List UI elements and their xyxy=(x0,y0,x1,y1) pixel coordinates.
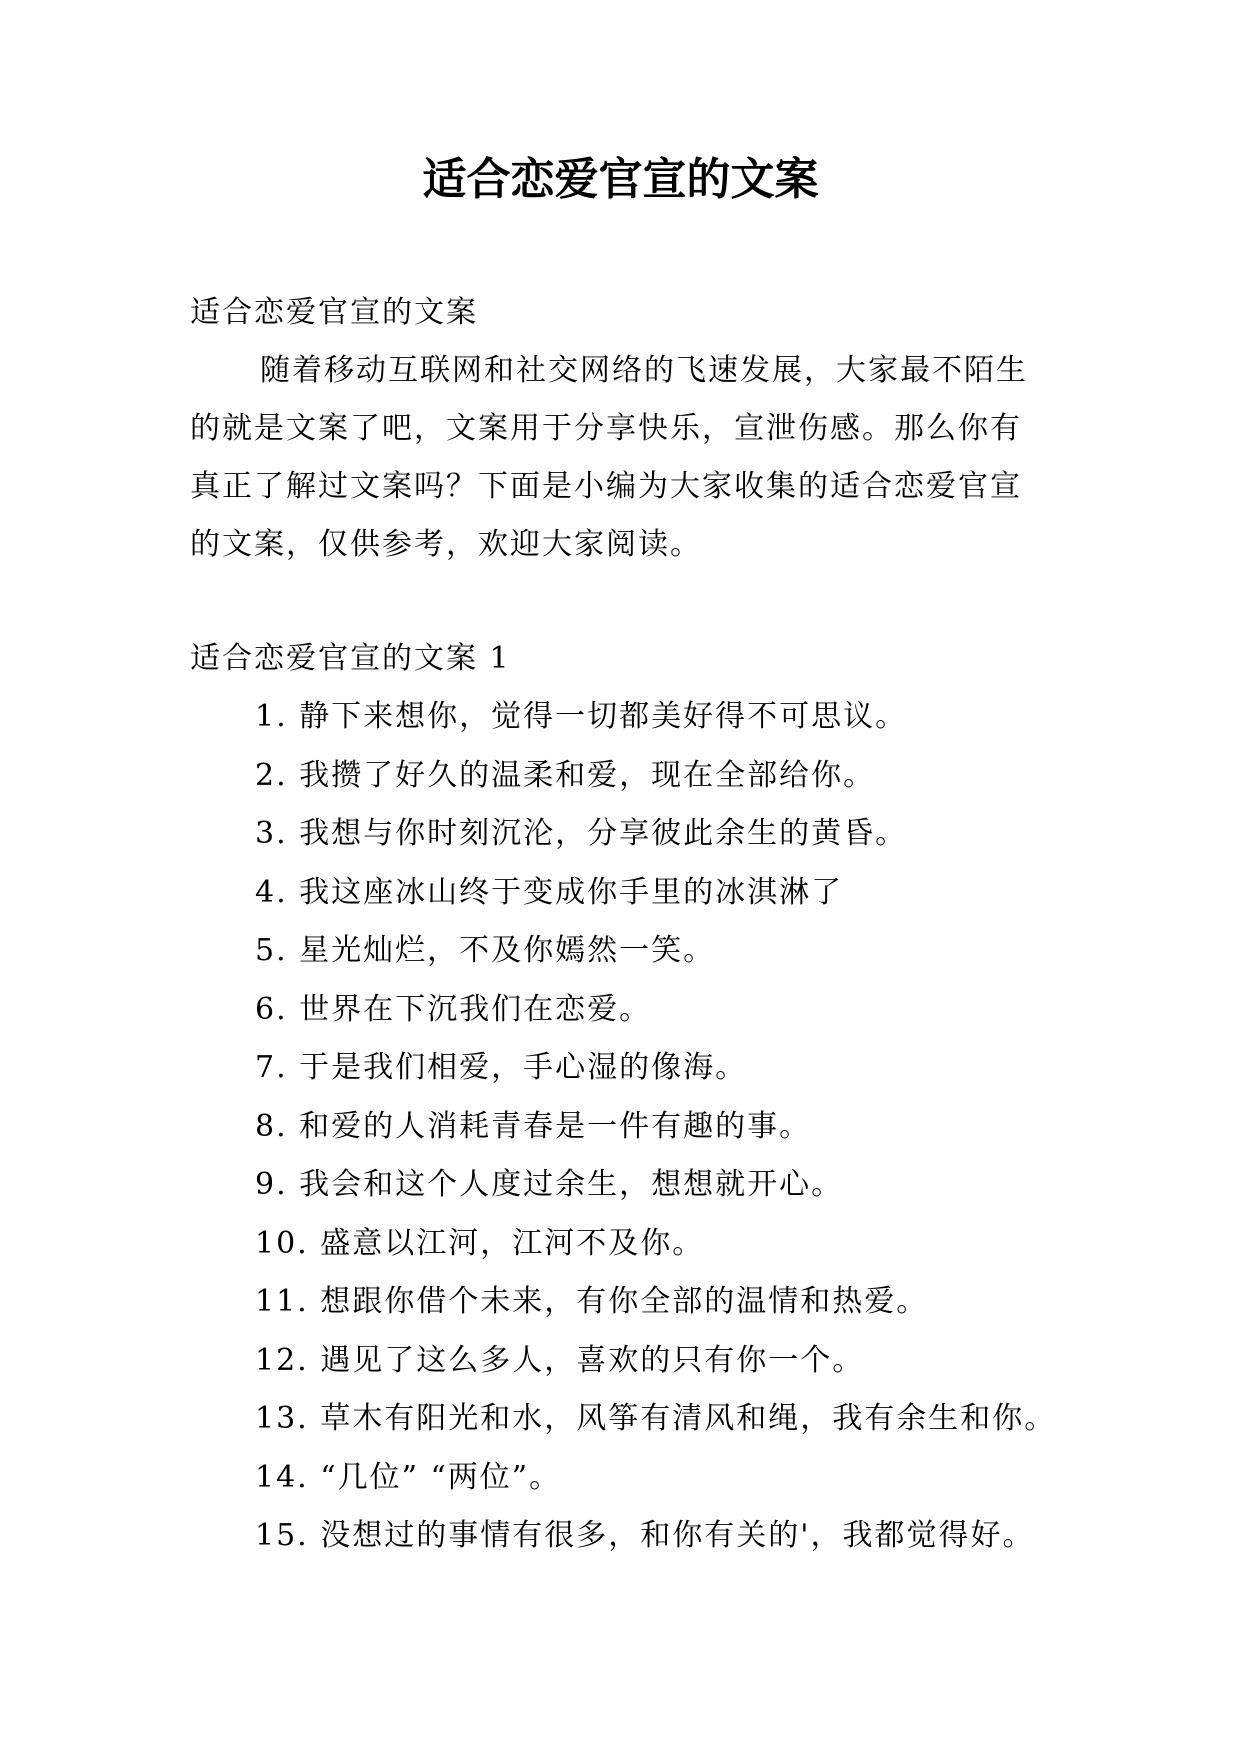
intro-paragraph: 随着移动互联网和社交网络的飞速发展，大家最不陌生的就是文案了吧，文案用于分享快乐，宣泄伤感。那么你有真正了解过文案吗？下面是小编为大家收集的适合恋爱官宣的文案，仅供参考，欢迎大家阅读。 xyxy=(190,353,1028,562)
list-item: 13. 草木有阳光和水，风筝有清风和绳，我有余生和你。 xyxy=(255,1401,1057,1436)
list-item: 6. 世界在下沉我们在恋爱。 xyxy=(255,991,652,1027)
list-item: 3. 我想与你时刻沉沦，分享彼此余生的黄昏。 xyxy=(255,816,908,851)
list-item: 11. 想跟你借个未来，有你全部的温情和热爱。 xyxy=(255,1284,929,1319)
intro-heading: 适合恋爱官宣的文案 xyxy=(190,295,478,330)
list-item: 10. 盛意以江河，江河不及你。 xyxy=(255,1225,705,1261)
list-item: 1. 静下来想你，觉得一切都美好得不可思议。 xyxy=(255,699,908,734)
list-item: 4. 我这座冰山终于变成你手里的冰淇淋了 xyxy=(255,874,844,910)
list-item: 12. 遇见了这么多人，喜欢的只有你一个。 xyxy=(255,1342,865,1378)
list-item: 7. 于是我们相爱，手心湿的像海。 xyxy=(255,1050,748,1085)
quote-list xyxy=(255,688,1155,1566)
list-item: 2. 我攒了好久的温柔和爱，现在全部给你。 xyxy=(255,757,876,793)
list-item: 8. 和爱的人消耗青春是一件有趣的事。 xyxy=(255,1108,812,1144)
list-item: 5. 星光灿烂，不及你嫣然一笑。 xyxy=(255,933,716,968)
list-item: 14. “几位” “两位”。 xyxy=(255,1459,562,1495)
document-title: 适合恋爱官宣的文案 xyxy=(422,154,819,205)
list-item: 15. 没想过的事情有很多，和你有关的'，我都觉得好。 xyxy=(255,1518,1035,1553)
list-item: 9. 我会和这个人度过余生，想想就开心。 xyxy=(255,1167,844,1202)
section-1-heading: 适合恋爱官宣的文案 1 xyxy=(190,641,511,676)
